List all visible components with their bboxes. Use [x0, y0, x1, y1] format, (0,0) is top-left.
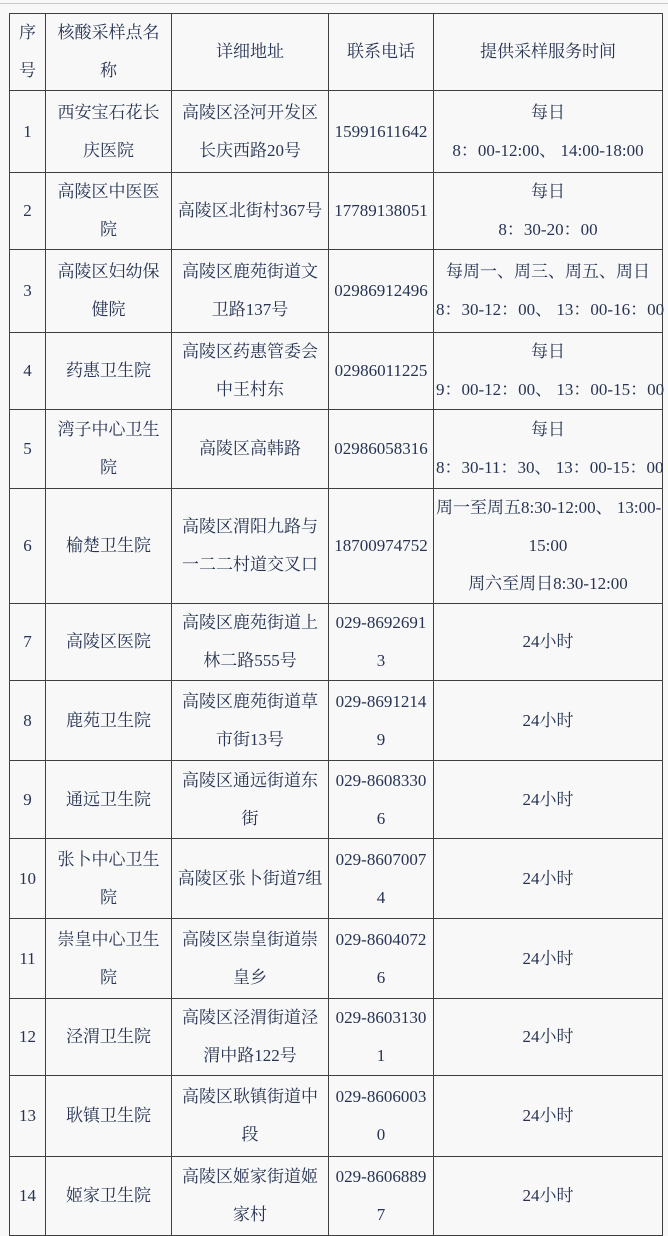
cell-phone-line: 6 — [376, 967, 386, 987]
cell-name-line: 榆楚卫生院 — [66, 536, 151, 555]
cell-address — [172, 410, 329, 489]
cell-time-line: 8：00-12:00、 14:00-18:00 — [452, 140, 644, 160]
cell-address-line: 高陵区高韩路 — [199, 439, 301, 458]
cell-name-line: 庆医院 — [83, 140, 134, 160]
cell-name-line: 通远卫生院 — [66, 789, 151, 809]
cell-index-line: 1 — [23, 121, 32, 141]
col-header-time-line: 提供采样服务时间 — [480, 42, 616, 61]
cell-phone — [329, 489, 434, 604]
table-row — [10, 681, 663, 761]
cell-index-line: 8 — [23, 710, 32, 730]
cell-index — [10, 410, 46, 489]
cell-index — [10, 604, 46, 681]
cell-time-line: 24小时 — [522, 868, 574, 888]
col-header-phone-line: 联系电话 — [347, 42, 415, 61]
table-row — [10, 604, 663, 681]
col-header-address-line: 详细地址 — [216, 42, 284, 61]
cell-address-line: 高陵区鹿苑街道文 — [182, 262, 318, 281]
cell-phone — [329, 604, 434, 681]
cell-phone — [329, 839, 434, 919]
cell-name — [46, 489, 172, 604]
cell-index-line: 4 — [23, 361, 32, 380]
cell-phone — [329, 681, 434, 761]
cell-name — [46, 1076, 172, 1157]
cell-name — [46, 91, 172, 173]
cell-phone-line: 4 — [376, 887, 386, 907]
cell-time-line: 24小时 — [522, 948, 574, 968]
cell-address-line: 高陵区泾渭街道泾 — [182, 1008, 318, 1027]
table-row — [10, 999, 663, 1076]
cell-address — [172, 919, 329, 999]
cell-phone-line: 029-8606889 — [335, 1167, 427, 1186]
cell-time-line: 24小时 — [522, 1106, 574, 1125]
table-row — [10, 839, 663, 919]
table-header-row — [10, 14, 663, 91]
cell-index — [10, 333, 46, 410]
cell-time-line: 每日 — [531, 182, 565, 201]
cell-address-line: 中王村东 — [216, 380, 284, 399]
cell-time-line: 9：00-12：00、 13：00-15：00 — [436, 380, 665, 399]
cell-address-line: 市街13号 — [216, 729, 284, 749]
cell-phone-line: 3 — [376, 651, 386, 670]
cell-address-line: 家村 — [233, 1205, 267, 1224]
cell-phone-line: 02986011225 — [334, 361, 428, 380]
table-row — [10, 761, 663, 839]
cell-address-line: 卫路137号 — [211, 300, 289, 319]
cell-time — [434, 919, 663, 999]
cell-phone — [329, 999, 434, 1076]
cell-index — [10, 681, 46, 761]
cell-time — [434, 1157, 663, 1236]
cell-name-line: 院 — [100, 220, 117, 239]
cell-name — [46, 839, 172, 919]
cell-time-line: 每日 — [531, 420, 565, 439]
cell-index-line: 12 — [19, 1027, 36, 1046]
cell-name — [46, 250, 172, 333]
cell-time-line: 24小时 — [522, 710, 574, 730]
cell-phone-line: 029-8608330 — [335, 770, 427, 790]
cell-name — [46, 761, 172, 839]
col-header-phone — [329, 14, 434, 91]
cell-time — [434, 1076, 663, 1157]
cell-address-line: 皇乡 — [233, 967, 267, 987]
cell-time — [434, 410, 663, 489]
cell-time-line: 每日 — [531, 102, 565, 122]
cell-address-line: 高陵区鹿苑街道上 — [182, 613, 318, 632]
cell-index — [10, 91, 46, 173]
cell-phone-line: 7 — [376, 1205, 386, 1224]
cell-name-line: 张卜中心卫生 — [57, 849, 160, 869]
table-body — [10, 91, 663, 1236]
cell-time-line: 15:00 — [528, 536, 568, 555]
cell-phone — [329, 919, 434, 999]
col-header-index-line: 序 — [19, 23, 36, 42]
cell-address — [172, 604, 329, 681]
cell-address-line: 高陵区通远街道东 — [182, 770, 318, 790]
cell-index — [10, 1157, 46, 1236]
cell-phone — [329, 250, 434, 333]
cell-time — [434, 604, 663, 681]
cell-address-line: 段 — [241, 1125, 259, 1144]
cell-index-line: 13 — [19, 1106, 36, 1125]
cell-name-line: 鹿苑卫生院 — [66, 710, 151, 730]
cell-phone-line: 15991611642 — [334, 121, 428, 141]
cell-name-line: 西安宝石花长 — [57, 102, 160, 122]
cell-address-line: 高陵区北街村367号 — [177, 201, 323, 220]
cell-phone — [329, 410, 434, 489]
cell-index-line: 7 — [23, 632, 32, 651]
cell-index — [10, 999, 46, 1076]
table-row — [10, 410, 663, 489]
cell-address — [172, 91, 329, 173]
cell-address — [172, 839, 329, 919]
cell-address-line: 高陵区张卜街道7组 — [177, 868, 323, 888]
cell-time — [434, 681, 663, 761]
cell-phone-line: 029-8606003 — [335, 1087, 427, 1106]
cell-phone — [329, 1076, 434, 1157]
cell-name — [46, 333, 172, 410]
cell-name-line: 耿镇卫生院 — [66, 1106, 151, 1125]
cell-address-line: 渭中路122号 — [203, 1046, 297, 1065]
cell-time — [434, 173, 663, 250]
cell-name — [46, 999, 172, 1076]
cell-address-line: 高陵区姬家街道姬 — [182, 1167, 318, 1186]
cell-name-line: 院 — [100, 967, 117, 987]
cell-address — [172, 999, 329, 1076]
cell-index — [10, 919, 46, 999]
cell-time-line: 每日 — [531, 342, 565, 361]
cell-address-line: 高陵区崇皇街道崇 — [182, 929, 318, 949]
cell-phone-line: 6 — [376, 808, 386, 828]
cell-name — [46, 919, 172, 999]
cell-index-line: 9 — [23, 789, 32, 809]
sampling-points-table — [9, 13, 663, 1236]
cell-time — [434, 761, 663, 839]
cell-name-line: 崇皇中心卫生 — [57, 929, 160, 949]
cell-time-line: 8：30-20：00 — [498, 220, 598, 239]
cell-time-line: 周一至周五8:30-12:00、 13:00- — [436, 498, 662, 517]
cell-name-line: 泾渭卫生院 — [66, 1027, 151, 1046]
table-row — [10, 1157, 663, 1236]
cell-phone-line: 17789138051 — [334, 201, 428, 220]
cell-time-line: 周六至周日8:30-12:00 — [468, 574, 628, 593]
col-header-name-line: 称 — [100, 61, 117, 80]
cell-phone-line: 029-8604072 — [335, 929, 427, 949]
table-header-row — [10, 14, 663, 91]
cell-phone — [329, 1157, 434, 1236]
col-header-index-line: 号 — [19, 61, 36, 80]
cell-phone-line: 02986912496 — [334, 281, 428, 300]
cell-phone-line: 029-8692691 — [335, 613, 427, 632]
cell-index-line: 5 — [23, 439, 32, 458]
cell-index — [10, 173, 46, 250]
cell-phone — [329, 173, 434, 250]
page-top-rule — [0, 3, 668, 4]
cell-time — [434, 250, 663, 333]
cell-address-line: 高陵区渭阳九路与 — [182, 517, 318, 536]
cell-address — [172, 761, 329, 839]
cell-index-line: 6 — [23, 536, 32, 555]
table-row — [10, 489, 663, 604]
cell-address — [172, 173, 329, 250]
cell-time — [434, 91, 663, 173]
table-row — [10, 919, 663, 999]
cell-phone-line: 1 — [376, 1046, 386, 1065]
cell-address-line: 长庆西路20号 — [199, 140, 301, 160]
col-header-index — [10, 14, 46, 91]
cell-phone — [329, 761, 434, 839]
cell-time-line: 24小时 — [522, 632, 574, 651]
col-header-name-line: 核酸采样点名 — [57, 23, 160, 42]
cell-time — [434, 489, 663, 604]
cell-address-line: 高陵区药惠管委会 — [182, 342, 318, 361]
cell-name-line: 院 — [100, 887, 117, 907]
cell-name-line: 姬家卫生院 — [66, 1186, 151, 1205]
cell-index — [10, 761, 46, 839]
cell-name-line: 院 — [100, 458, 117, 477]
cell-name-line: 健院 — [91, 300, 126, 319]
cell-address-line: 高陵区泾河开发区 — [182, 102, 318, 122]
table-row — [10, 1076, 663, 1157]
cell-time — [434, 839, 663, 919]
cell-time-line: 24小时 — [522, 1186, 574, 1205]
col-header-time — [434, 14, 663, 91]
cell-index-line: 3 — [23, 281, 32, 300]
cell-index-line: 10 — [19, 868, 36, 888]
cell-time-line: 8：30-12：00、 13：00-16：00 — [436, 300, 665, 319]
cell-time-line: 8：30-11：30、 13：00-15：00 — [436, 458, 664, 477]
cell-index — [10, 250, 46, 333]
col-header-address — [172, 14, 329, 91]
cell-phone — [329, 91, 434, 173]
cell-index-line: 11 — [19, 948, 36, 968]
cell-name-line: 湾子中心卫生 — [57, 420, 160, 439]
cell-name-line: 药惠卫生院 — [66, 361, 151, 380]
cell-phone — [329, 333, 434, 410]
cell-phone-line: 0 — [376, 1125, 386, 1144]
cell-index-line: 14 — [19, 1186, 36, 1205]
table-row — [10, 250, 663, 333]
cell-phone-line: 18700974752 — [334, 536, 428, 555]
cell-index — [10, 1076, 46, 1157]
cell-time — [434, 999, 663, 1076]
cell-address — [172, 1157, 329, 1236]
table-row — [10, 173, 663, 250]
cell-name — [46, 173, 172, 250]
table-row — [10, 91, 663, 173]
cell-phone-line: 029-8691214 — [335, 691, 427, 711]
cell-phone-line: 02986058316 — [334, 439, 428, 458]
cell-time-line: 每周一、周三、周五、周日 — [446, 262, 650, 281]
cell-phone-line: 029-8603130 — [335, 1008, 427, 1027]
cell-time-line: 24小时 — [522, 1027, 574, 1046]
cell-address — [172, 489, 329, 604]
cell-index-line: 2 — [23, 201, 32, 220]
cell-address — [172, 1076, 329, 1157]
cell-address-line: 一二二村道交叉口 — [182, 555, 318, 574]
cell-name — [46, 410, 172, 489]
cell-address — [172, 681, 329, 761]
cell-index — [10, 839, 46, 919]
cell-phone-line: 029-8607007 — [335, 849, 427, 869]
cell-time-line: 24小时 — [522, 789, 574, 809]
cell-phone-line: 9 — [376, 729, 386, 749]
cell-address — [172, 250, 329, 333]
cell-name — [46, 1157, 172, 1236]
cell-address-line: 高陵区鹿苑街道草 — [182, 691, 318, 711]
cell-address-line: 高陵区耿镇街道中 — [182, 1087, 318, 1106]
cell-address-line: 林二路555号 — [203, 651, 297, 670]
col-header-name — [46, 14, 172, 91]
cell-name-line: 高陵区妇幼保 — [57, 262, 160, 281]
cell-time — [434, 333, 663, 410]
cell-name-line: 高陵区医院 — [66, 632, 151, 651]
cell-address-line: 街 — [241, 808, 259, 828]
cell-name — [46, 604, 172, 681]
cell-name-line: 高陵区中医医 — [57, 182, 160, 201]
cell-name — [46, 681, 172, 761]
cell-address — [172, 333, 329, 410]
table-row — [10, 333, 663, 410]
cell-index — [10, 489, 46, 604]
